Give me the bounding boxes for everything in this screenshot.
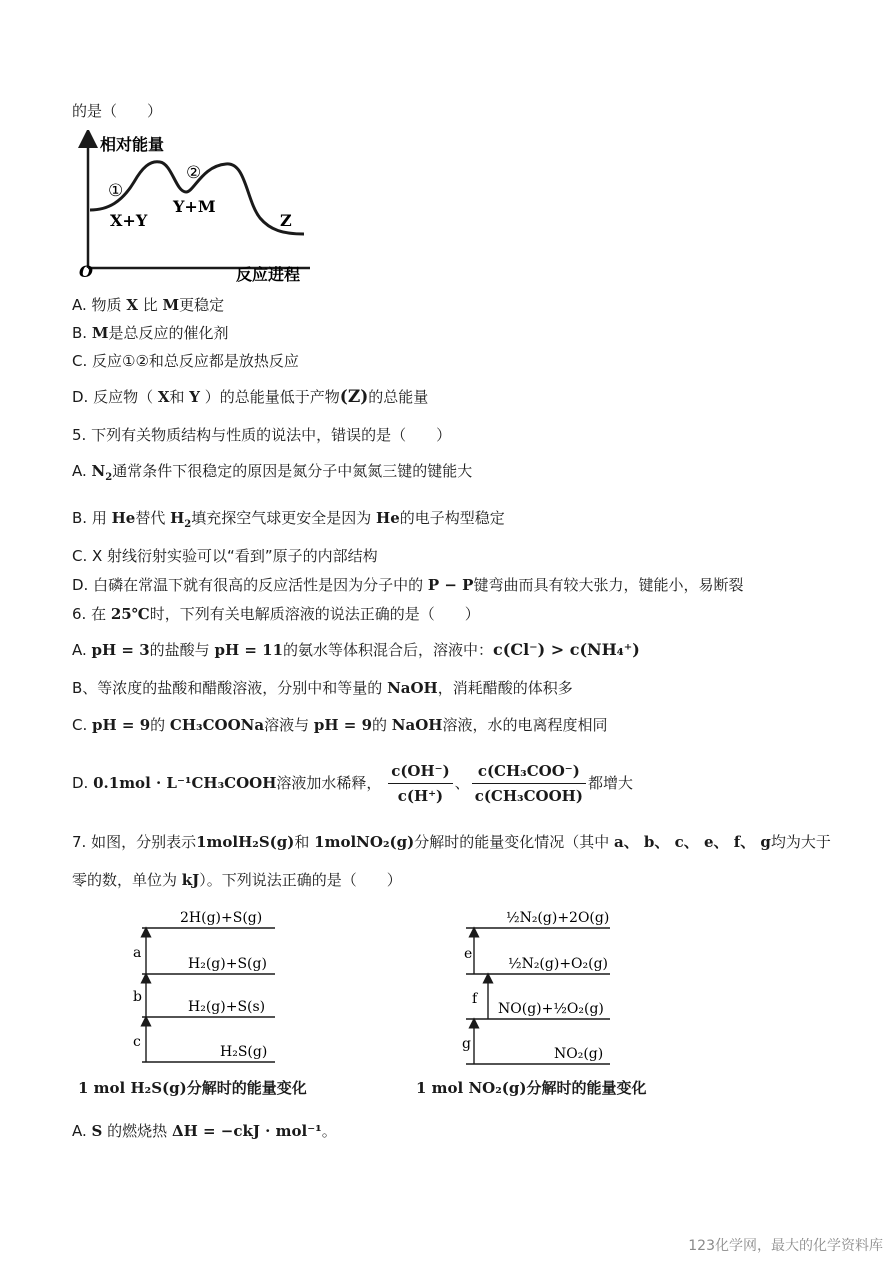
x-axis-label: 反应进程 — [236, 265, 301, 284]
no2-energy-diagram — [450, 900, 615, 1070]
step2-label: ② — [186, 163, 202, 183]
q4-option-c: C. 反应①②和总反应都是放热反应 — [72, 352, 299, 370]
q4-option-a: A. 物质 X 比 M更稳定 — [72, 296, 225, 314]
q6-option-c: C. pH = 9的 CH₃COONa溶液与 pH = 9的 NaOH溶液，水的电离程度相同 — [72, 716, 608, 734]
q5-option-d: D. 白磷在常温下就有很高的反应活性是因为分子中的 P − P键弯曲而具有较大张力，键能小，易断裂 — [72, 576, 744, 594]
reactants-label: X+Y — [110, 211, 148, 230]
level-label: ½N₂(g)+O₂(g) — [508, 956, 609, 972]
q5-option-c: C. X 射线衍射实验可以“看到”原子的内部结构 — [72, 547, 378, 565]
energy-profile-figure — [78, 130, 328, 285]
level-label: H₂S(g) — [220, 1044, 268, 1060]
y-axis-label: 相对能量 — [100, 135, 165, 154]
no2-diagram-caption: 1 mol NO₂(g)分解时的能量变化 — [416, 1079, 647, 1097]
q7-option-a: A. S 的燃烧热 ΔH = −ckJ · mol⁻¹。 — [72, 1122, 337, 1140]
fraction-oh-h: $\frac{c(OH^-)}{c(H^+)}$ — [388, 759, 452, 808]
level-label: H₂(g)+S(s) — [188, 999, 266, 1015]
q7-stem-line2: 零的数，单位为 kJ）。下列说法正确的是（ ） — [72, 871, 402, 889]
fraction-acetate: $\frac{\text{c(CH₃COO⁻)}}{\text{c(CH₃COOH)}}$ — [472, 759, 586, 808]
level-label: 2H(g)+S(g) — [180, 910, 263, 926]
arrow-label: g — [462, 1036, 471, 1052]
level-label: H₂(g)+S(g) — [188, 956, 267, 972]
level-label: ½N₂(g)+2O(g) — [506, 910, 610, 926]
arrow-label: e — [464, 946, 473, 962]
question-tail: 的是（ ） — [72, 102, 163, 120]
intermediate-label: Y+M — [173, 197, 216, 216]
q5-option-a: A. $N_2$通常条件下很稳定的原因是氮分子中氮氮三键的键能大 — [72, 462, 473, 483]
q6-option-a: A. pH = 3的盐酸与 pH = 11的氨水等体积混合后，溶液中：c(Cl⁻) > c(NH₄⁺) — [72, 640, 640, 659]
q6-stem: 6. 在 25℃时，下列有关电解质溶液的说法正确的是（ ） — [72, 605, 480, 623]
q5-stem: 5. 下列有关物质结构与性质的说法中，错误的是（ ） — [72, 426, 452, 444]
arrow-label: f — [472, 991, 478, 1007]
level-label: NO₂(g) — [554, 1046, 604, 1062]
product-label: Z — [280, 211, 292, 230]
h2s-diagram-caption: 1 mol H₂S(g)分解时的能量变化 — [78, 1079, 307, 1097]
q5-option-b: B. 用 He替代 $H_2$填充探空气球更安全是因为 He的电子构型稳定 — [72, 509, 505, 530]
q7-stem-line1: 7. 如图，分别表示1molH₂S(g)和 1molNO₂(g)分解时的能量变化情况（其中 a、 b、 c、 e、 f、 g均为大于 — [72, 833, 831, 851]
arrow-label: c — [133, 1034, 141, 1050]
arrow-label: a — [133, 945, 142, 961]
origin-label: O — [79, 262, 93, 281]
watermark: 123化学网，最大的化学资料库 — [688, 1238, 883, 1254]
q4-option-b: B. M是总反应的催化剂 — [72, 324, 229, 342]
h2s-energy-diagram — [120, 900, 280, 1070]
level-label: NO(g)+½O₂(g) — [498, 1001, 604, 1017]
q6-option-d: D. 0.1mol · L⁻¹CH₃COOH溶液加水稀释， $\frac{c(OH^-)}{c(H^+)}$ 、 $\frac{\text{c(CH₃COO⁻)}}{\text{c(CH₃COOH)}}$ 都增大 — [72, 756, 633, 810]
q4-option-d: D. 反应物（ X和 Y ）的总能量低于产物(Z)的总能量 — [72, 387, 429, 407]
arrow-label: b — [133, 989, 142, 1005]
q6-option-b: B、等浓度的盐酸和醋酸溶液，分别中和等量的 NaOH，消耗醋酸的体积多 — [72, 679, 573, 697]
step1-label: ① — [108, 181, 124, 201]
